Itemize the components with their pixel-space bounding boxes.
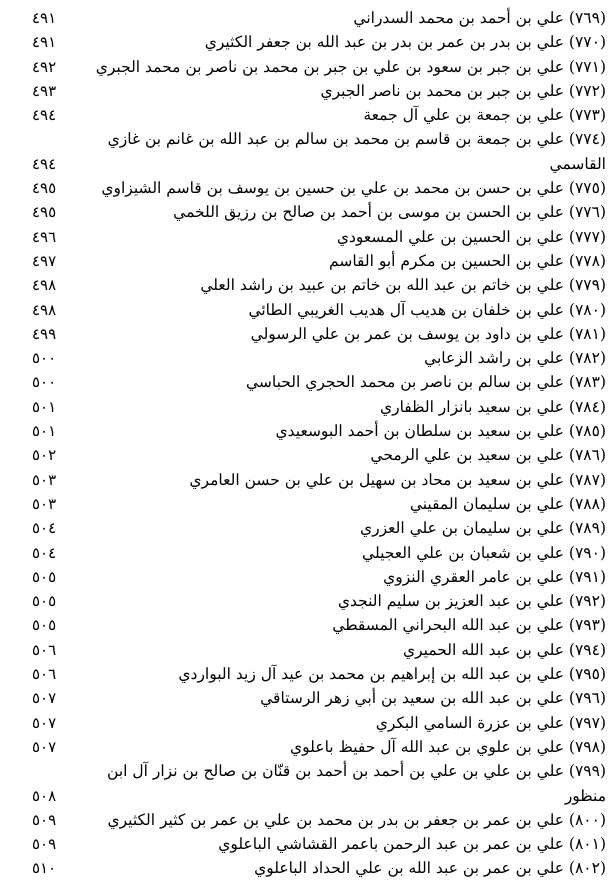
toc-entry [10, 784, 606, 808]
toc-entry [10, 638, 606, 662]
toc-entry [10, 468, 606, 492]
entry-title: (٧٩٠) علي بن شعبان بن علي العجيلي [362, 543, 606, 562]
page-number: ٥٠٧ [32, 737, 57, 756]
page-number: ٥٠٦ [32, 640, 57, 659]
toc-entry [10, 759, 606, 783]
entry-title: (٧٩٨) علي بن علوي بن عبد الله آل حفيظ باعلوي [290, 737, 606, 756]
toc-entry [10, 443, 606, 467]
toc-entry [10, 808, 606, 832]
page-number: ٥٠٣ [32, 470, 57, 489]
entry-title: (٧٩٤) علي بن عبد الله الحميري [402, 640, 606, 659]
page-number: ٤٩٩ [32, 324, 57, 343]
entry-title: (٧٩٥) علي بن عبد الله بن إبراهيم بن محمد بن عيد آل زيد البواردي [178, 665, 606, 684]
entry-title: (٧٩٣) علي بن عبد الله البحراني المسقطي [332, 616, 606, 635]
toc-entry [10, 127, 606, 151]
toc-entry [10, 225, 606, 249]
toc-entry [10, 176, 606, 200]
page-number: ٤٩١ [32, 9, 57, 27]
entry-title: (٨٠١) علي بن عمر بن عبد الرحمن باعمر القشاشي الباعلوي [218, 835, 606, 854]
page-number: ٥٠٤ [32, 543, 57, 562]
page-number: ٥٠٠ [32, 349, 57, 368]
entry-title: (٧٧٤) علي بن جمعة بن قاسم بن محمد بن سالم بن عبد الله بن غانم بن غازي [107, 130, 606, 149]
entry-title: (٧٧١) علي بن جبر بن سعود بن علي بن جبر بن محمد بن ناصر بن محمد الجبري [95, 57, 606, 76]
page-number: ٤٩٤ [32, 106, 57, 125]
entry-title: (٧٩١) علي بن عامر العقري النزوي [383, 567, 606, 586]
toc-entry [10, 152, 606, 176]
page-number: ٥٠٣ [32, 494, 57, 513]
toc-entry [10, 79, 606, 103]
entry-title: (٧٨٣) علي بن سالم بن ناصر بن محمد الحجري الحباسي [245, 373, 606, 392]
toc-entry [10, 589, 606, 613]
page-number: ٥٠٥ [32, 616, 57, 635]
toc-entry [10, 565, 606, 589]
toc-entry [10, 686, 606, 710]
entry-title: (٧٨٧) علي بن سعيد بن محاد بن سهيل بن علي بن حسن العامري [189, 470, 606, 489]
entry-title: (٧٨٦) علي بن سعيد بن علي الرمحي [370, 446, 606, 465]
page-number: ٥٠٠ [32, 373, 57, 392]
page-number: ٤٩٤ [32, 154, 57, 173]
page-number: ٥٠٥ [32, 567, 57, 586]
page-number: ٤٩٥ [32, 179, 57, 198]
entry-title: (٧٧٨) علي بن الحسين بن مكرم أبو القاسم [329, 251, 606, 270]
entry-title: (٧٨٠) علي بن خلفان بن هديب آل هديب الغريبي الطائي [248, 300, 606, 319]
page-number: ٥٠١ [32, 422, 57, 441]
toc-entry [10, 832, 606, 856]
entry-title: (٧٦٩) علي بن أحمد بن محمد السدراني [353, 9, 606, 27]
page-number: ٤٩٦ [32, 227, 57, 246]
entry-title: (٧٩٢) علي بن عبد العزيز بن سليم النجدي [337, 592, 606, 611]
toc-entry [10, 492, 606, 516]
toc-entry [10, 200, 606, 224]
toc-entry [10, 103, 606, 127]
page-number: ٥٠٩ [32, 835, 57, 854]
toc-entry [10, 735, 606, 759]
toc-entry [10, 6, 606, 30]
entry-title: (٧٨٢) علي بن راشد الزعابي [424, 349, 606, 368]
toc-entry [10, 322, 606, 346]
entry-title: (٧٧٢) علي بن جبر بن محمد بن ناصر الجبري [320, 81, 606, 100]
page-number: ٥٠٧ [32, 713, 57, 732]
page-number: ٥٠٩ [32, 810, 57, 829]
page-number: ٥٠٦ [32, 665, 57, 684]
page-number: ٥٠٧ [32, 689, 57, 708]
entry-title: (٧٨٥) علي بن سعيد بن سلطان بن أحمد البوسعيدي [275, 422, 606, 441]
toc-entry [10, 346, 606, 370]
page-number: ٤٩٧ [32, 251, 57, 270]
toc-entry [10, 419, 606, 443]
entry-title: (٧٨٨) علي بن سليمان المقيني [409, 494, 606, 513]
entry-title: القاسمي [549, 154, 606, 173]
entry-title: (٧٧٧) علي بن الحسين بن علي المسعودي [336, 227, 606, 246]
toc-entry [10, 856, 606, 880]
entry-title: (٧٧٩) علي بن خاتم بن عبد الله بن خاتم بن عبيد بن راشد العلي [200, 276, 606, 295]
toc-entry [10, 541, 606, 565]
page-number: ٥٠٤ [32, 519, 57, 538]
entry-title: (٧٨٤) علي بن سعيد بانزار الظفاري [379, 397, 606, 416]
page-number: ٤٩٣ [32, 81, 57, 100]
entry-title: (٧٧٥) علي بن حسن بن محمد بن علي بن حسين بن يوسف بن قاسم الشيزاوي [101, 179, 606, 198]
entry-title: (٨٠٢) علي بن عمر بن عبد الله بن علي الحداد الباعلوي [254, 859, 606, 878]
entry-title: (٧٧٠) علي بن بدر بن عمر بن بدر بن عبد الله بن جعفر الكثيري [204, 33, 606, 52]
page-number: ٤٩٨ [32, 300, 57, 319]
entry-title: (٧٩٧) علي بن عزرة السامي البكري [375, 713, 606, 732]
page-number: ٥٠٢ [32, 446, 57, 465]
entry-title: (٧٩٦) علي بن عبد الله بن سعيد بن أبي زهر الرستاقي [260, 689, 606, 708]
toc-entry [10, 30, 606, 54]
toc-entry [10, 711, 606, 735]
table-of-contents [10, 6, 606, 881]
toc-entry [10, 613, 606, 637]
page-number: ٤٩٨ [32, 276, 57, 295]
page-number: ٤٩٥ [32, 203, 57, 222]
entry-title: (٨٠٠) علي بن عمر بن جعفر بن بدر بن محمد بن علي بن عمر بن كثير الكثيري [107, 810, 606, 829]
toc-entry [10, 516, 606, 540]
entry-title: (٧٨٩) علي بن سليمان بن علي العزري [359, 519, 606, 538]
toc-entry [10, 395, 606, 419]
page-number: ٥١٠ [32, 859, 57, 878]
page-number: ٤٩١ [32, 33, 57, 52]
entry-title: (٧٨١) علي بن داود بن يوسف بن عمر بن علي الرسولي [250, 324, 606, 343]
toc-entry [10, 662, 606, 686]
toc-entry [10, 370, 606, 394]
toc-entry [10, 55, 606, 79]
toc-entry [10, 298, 606, 322]
entry-title: (٧٧٣) علي بن جمعة بن علي آل جمعة [363, 106, 606, 125]
toc-entry [10, 249, 606, 273]
entry-title: منظور [564, 786, 606, 805]
page-number: ٥٠١ [32, 397, 57, 416]
page-number: ٤٩٢ [32, 57, 57, 76]
entry-title: (٧٩٩) علي بن علي بن علي بن أحمد بن أحمد بن قنّان بن صالح بن نزار آل ابن [107, 762, 606, 781]
toc-entry [10, 273, 606, 297]
entry-title: (٧٧٦) علي بن الحسن بن موسى بن أحمد بن صالح بن رزيق اللخمي [173, 203, 606, 222]
page-number: ٥٠٨ [32, 786, 57, 805]
page-number: ٥٠٥ [32, 592, 57, 611]
